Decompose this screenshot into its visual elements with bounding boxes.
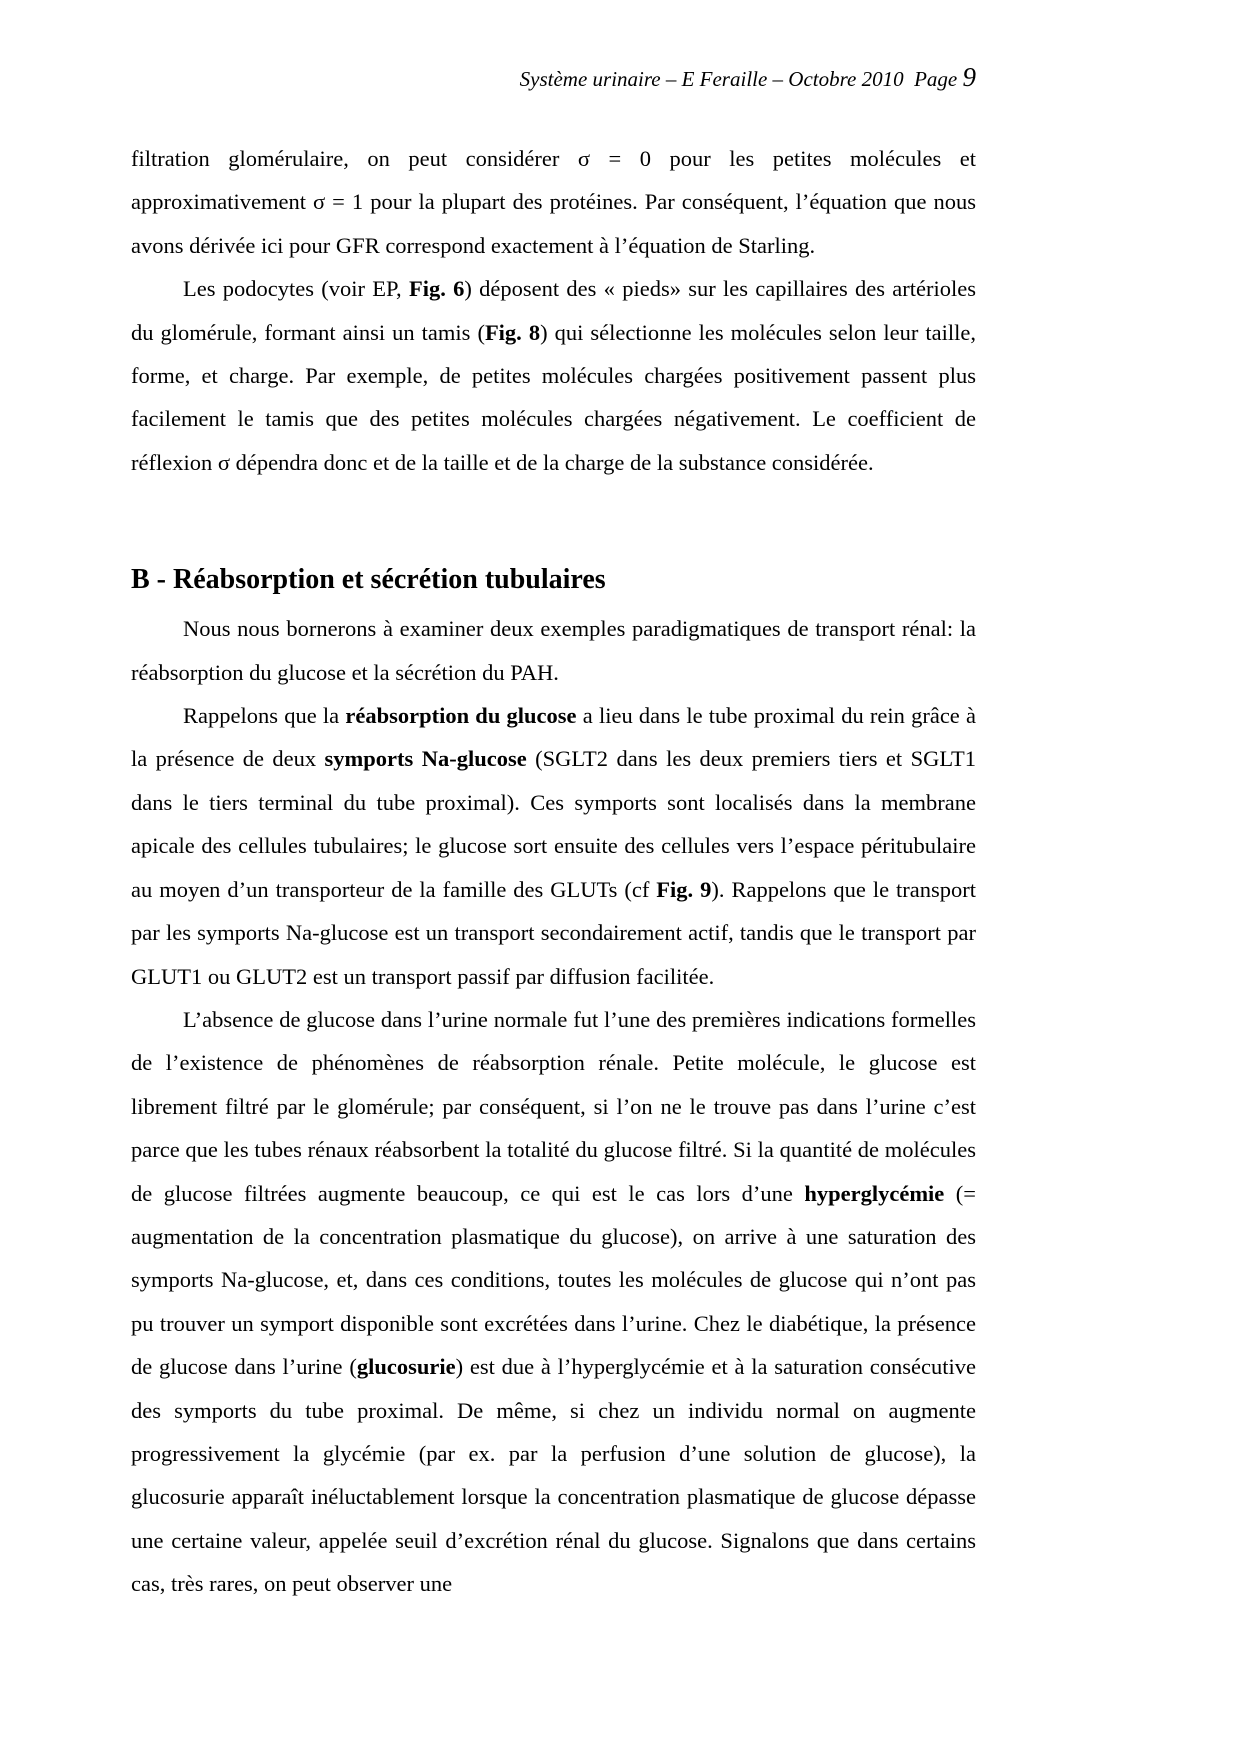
paragraph bbox=[131, 267, 976, 484]
bold-text-run: Fig. 8 bbox=[484, 319, 541, 345]
text-run: ) qui sélectionne les molécules selon leur taille, forme, et charge. Par exemple, de petites molécules chargées positivement passent plus facilement le tamis que des petites molécules chargées négativement. Le coefficient de réflexion σ dépendra donc et de la taille et de la charge de la substance considérée. bbox=[131, 319, 976, 475]
text-run: ). Rappelons que le transport par les symports Na-glucose est un transport secondairement actif, tandis que le transport par GLUT1 ou GLUT2 est un transport passif par diffusion facilitée. bbox=[131, 876, 976, 989]
paragraph bbox=[131, 694, 976, 998]
text-run: L’absence de glucose dans l’urine normale fut l’une des premières indications formelles de l’existence de phénomènes de réabsorption rénale. Petite molécule, le glucose est librement filtré par le glomérule; par conséquent, si l’on ne le trouve pas dans l’urine c’est parce que les tubes rénaux réabsorbent la totalité du glucose filtré. Si la quantité de molécules de glucose filtrées augmente beaucoup, ce qui est le cas lors d’une bbox=[131, 1006, 976, 1206]
text-run: (= augmentation de la concentration plasmatique du glucose), on arrive à une saturation des symports Na-glucose, et, dans ces conditions, toutes les molécules de glucose qui n’ont pas pu trouver un symport disponible sont excrétées dans l’urine. Chez le diabétique, la présence de glucose dans l’urine ( bbox=[131, 1180, 976, 1380]
paragraph bbox=[131, 137, 976, 267]
text-run: Les podocytes (voir EP, bbox=[183, 276, 409, 302]
page-header bbox=[131, 60, 976, 96]
paragraph bbox=[131, 998, 976, 1606]
text-run: ) est due à l’hyperglycémie et à la saturation consécutive des symports du tube proximal. De même, si chez un individu normal on augmente progressivement la glycémie (par ex. par la perfusion d’une solution de glucose), la glucosurie apparaît inéluctablement lorsque la concentration plasmatique de glucose dépasse une certaine valeur, appelée seuil d’excrétion rénal du glucose. Signalons que dans certains cas, très rares, on peut observer une bbox=[131, 1354, 976, 1597]
document-content bbox=[131, 137, 976, 1606]
text-run: (SGLT2 dans les deux premiers tiers et SGLT1 dans le tiers terminal du tube proximal). Ces symports sont localisés dans la membrane apicale des cellules tubulaires; le glucose sort ensuite des cellules vers l’espace péritubulaire au moyen d’un transporteur de la famille des GLUTs (cf bbox=[131, 746, 977, 902]
text-run: a lieu dans le tube proximal du rein grâce à la présence de deux bbox=[131, 703, 976, 772]
bold-text-run: réabsorption du glucose bbox=[345, 703, 577, 729]
section-heading: B - Réabsorption et sécrétion tubulaires bbox=[131, 564, 606, 596]
text-run: filtration glomérulaire, on peut considérer σ = 0 pour les petites molécules et approximativement σ = 1 pour la plupart des protéines. Par conséquent, l’équation que nous avons dérivée ici pour GFR correspond exactement à l’équation de Starling. bbox=[131, 146, 976, 258]
bold-text-run: glucosurie bbox=[356, 1354, 456, 1380]
header-title: Système urinaire – E Feraille – Octobre 2010 Page bbox=[519, 67, 963, 91]
page-number: 9 bbox=[962, 62, 976, 92]
text-run: Nous nous bornerons à examiner deux exemples paradigmatiques de transport rénal: la réabsorption du glucose et la sécrétion du PAH. bbox=[131, 616, 976, 685]
bold-text-run: Fig. 6 bbox=[408, 276, 465, 302]
bold-text-run: symports Na-glucose bbox=[324, 746, 527, 772]
bold-text-run: Fig. 9 bbox=[656, 876, 712, 902]
text-run: ) déposent des « pieds» sur les capillaires des artérioles du glomérule, formant ainsi un tamis ( bbox=[131, 276, 976, 345]
bold-text-run: hyperglycémie bbox=[804, 1180, 945, 1206]
text-run: Rappelons que la bbox=[183, 703, 346, 729]
paragraph bbox=[131, 607, 976, 694]
